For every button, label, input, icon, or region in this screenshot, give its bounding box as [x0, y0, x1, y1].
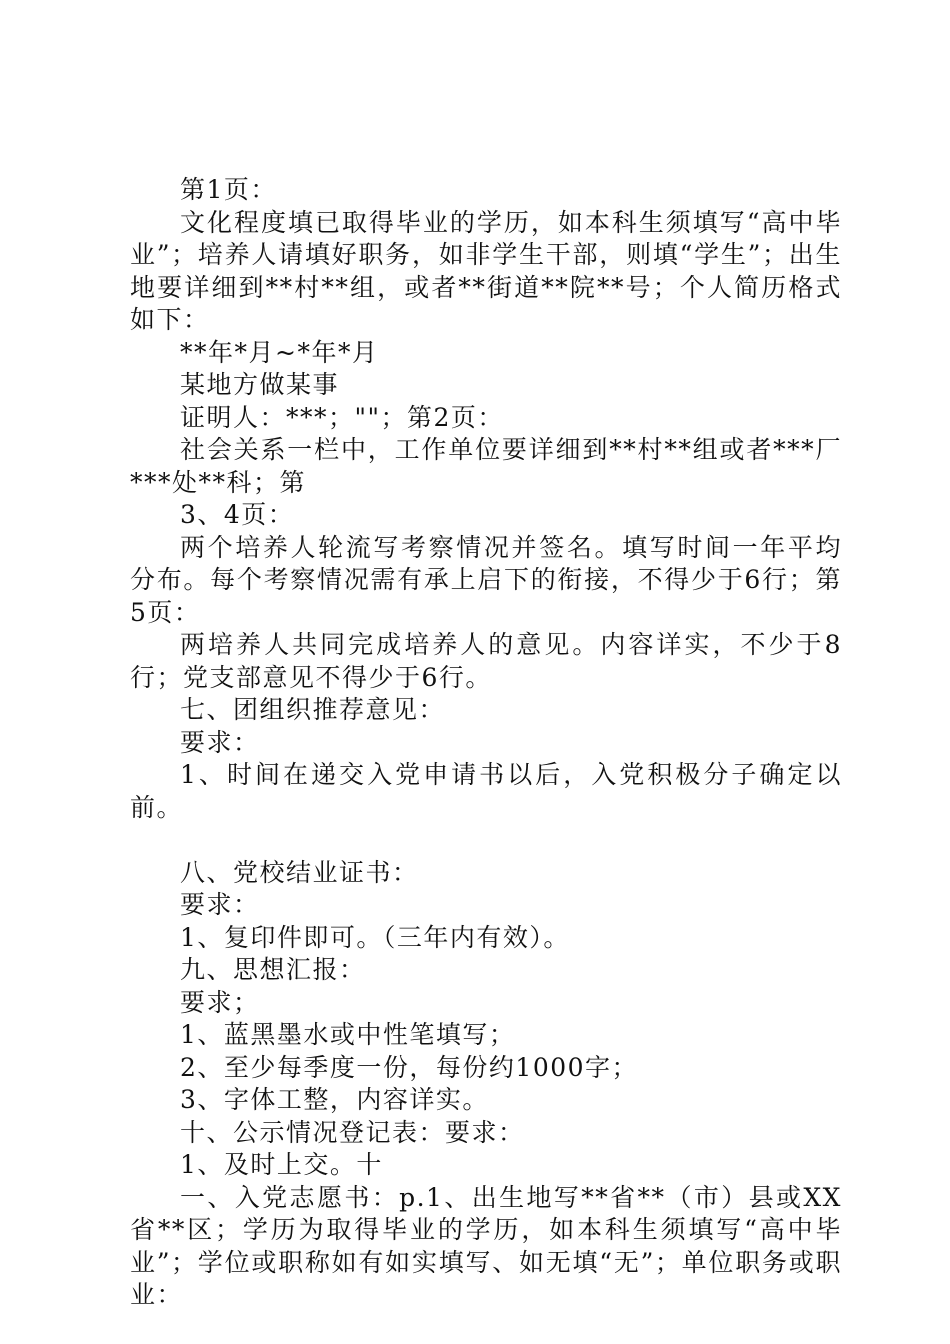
- paragraph-requirement-frequency: 2、至少每季度一份，每份约1000字；: [180, 1052, 639, 1082]
- section-heading-league-recommendation: 七、团组织推荐意见：: [180, 695, 446, 724]
- paragraph-resume-date-format: **年*月~*年*月: [180, 337, 379, 367]
- paragraph-trainer-opinion: 两培养人共同完成培养人的意见。内容详实，不少于8行；党支部意见不得少于6行。: [130, 630, 842, 692]
- section-heading-public-notice-form: 十、公示情况登记表：要求：: [180, 1117, 525, 1147]
- document-body: [130, 174, 842, 1312]
- paragraph-requirement-copy: 1、复印件即可。（三年内有效）。: [180, 922, 570, 952]
- paragraph-application-form: 一、入党志愿书：p.1、出生地写**省**（市）县或XX省**区；学历为取得毕业的学历，如本科生须填写“高中毕业”；学位或职称如有如实填写、如无填“无”；单位职务或职业：: [130, 1182, 842, 1309]
- section-heading-thought-report: 九、思想汇报：: [180, 955, 366, 984]
- paragraph-requirement-label: 要求：: [180, 727, 260, 757]
- paragraph-pages-3-4: 3、4页：: [180, 500, 295, 529]
- paragraph-resume-activity: 某地方做某事: [180, 370, 340, 399]
- paragraph-requirement-submit: 1、及时上交。十: [180, 1150, 383, 1179]
- paragraph-inspection-record: 两个培养人轮流写考察情况并签名。填写时间一年平均分布。每个考察情况需有承上启下的衔接，不得少于6行；第5页：: [130, 532, 842, 627]
- paragraph-education-instructions: 文化程度填已取得毕业的学历，如本科生须填写“高中毕业”；培养人请填好职务，如非学生干部，则填“学生”；出生地要详细到**村**组，或者**街道**院**号；个人简历格式如下：: [130, 207, 842, 334]
- paragraph-requirement-label: 要求；: [180, 987, 260, 1017]
- paragraph-requirement-label: 要求：: [180, 890, 260, 919]
- paragraph-requirement-ink: 1、蓝黑墨水或中性笔填写；: [180, 1020, 516, 1049]
- blank-line: [130, 824, 842, 857]
- paragraph-requirement-handwriting: 3、字体工整，内容详实。: [180, 1085, 489, 1114]
- paragraph-page-1-heading: 第1页：: [180, 175, 277, 204]
- paragraph-witness: 证明人：***；""；第2页：: [180, 402, 504, 432]
- paragraph-requirement-timing: 1、时间在递交入党申请书以后，入党积极分子确定以前。: [130, 760, 842, 822]
- paragraph-social-relations: 社会关系一栏中，工作单位要详细到**村**组或者***厂***处**科；第: [130, 435, 842, 497]
- section-heading-party-school-certificate: 八、党校结业证书：: [180, 857, 419, 887]
